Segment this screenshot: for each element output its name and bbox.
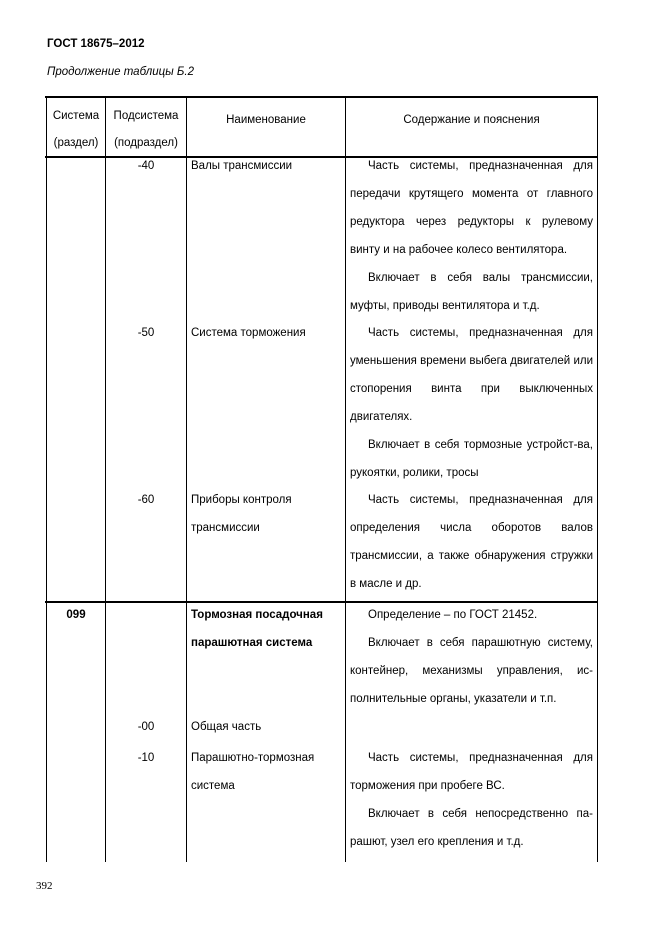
item-description: Часть системы, предназначенная для уменьшения времени выбега двигателей или стопорения винта при выключенных двигателях. Включает в себя тормозные устройст-ва, рукоятки, ролики, тросы — [350, 327, 593, 479]
header-name: Наименование — [226, 114, 306, 126]
item-name: Общая часть — [191, 721, 262, 733]
subsystem-code: -50 — [137, 327, 155, 339]
system-code: 099 — [66, 609, 86, 621]
table-left-border — [46, 97, 47, 862]
system-name: Тормозная посадочная парашютная система — [191, 609, 323, 649]
standard-title: ГОСТ 18675–2012 — [47, 38, 145, 50]
subsystem-code: -10 — [137, 752, 155, 764]
table-top-border — [45, 96, 598, 98]
subsystem-code: -40 — [137, 160, 155, 172]
subsystem-code: -60 — [137, 494, 155, 506]
item-name: Парашютно-тормозная система — [191, 752, 315, 792]
subsystem-code: -00 — [137, 721, 155, 733]
column-divider-1 — [105, 97, 106, 862]
item-name: Приборы контроля трансмиссии — [191, 494, 292, 534]
item-name: Валы трансмиссии — [191, 160, 293, 172]
table-right-border — [597, 97, 598, 862]
item-description: Часть системы, предназначенная для торможения при пробеге ВС. Включает в себя непосредственно па-рашют, узел его крепления и т.д. — [350, 752, 593, 848]
item-description: Часть системы, предназначенная для передачи крутящего момента от главного редуктора через редукторы к рулевому винту и на рабочее колесо вентилятора. Включает в себя валы трансмиссии, муфты, приводы вентилятора и т.д. — [350, 160, 593, 312]
item-name: Система торможения — [191, 327, 306, 339]
header-content: Содержание и пояснения — [403, 114, 540, 126]
header-system: Система (раздел) — [52, 110, 100, 149]
system-description: Определение – по ГОСТ 21452. Включает в себя парашютную систему, контейнер, механизмы управления, ис-полнительные органы, указатели и т.п. — [350, 609, 593, 705]
page-number: 392 — [36, 880, 53, 892]
table-continuation-caption: Продолжение таблицы Б.2 — [47, 66, 194, 78]
item-description: Часть системы, предназначенная для определения числа оборотов валов трансмиссии, а также обнаружения стружки в масле и др. — [350, 494, 593, 590]
column-divider-3 — [345, 97, 346, 862]
column-divider-2 — [186, 97, 187, 862]
header-subsystem: Подсистема (подраздел) — [113, 110, 179, 149]
